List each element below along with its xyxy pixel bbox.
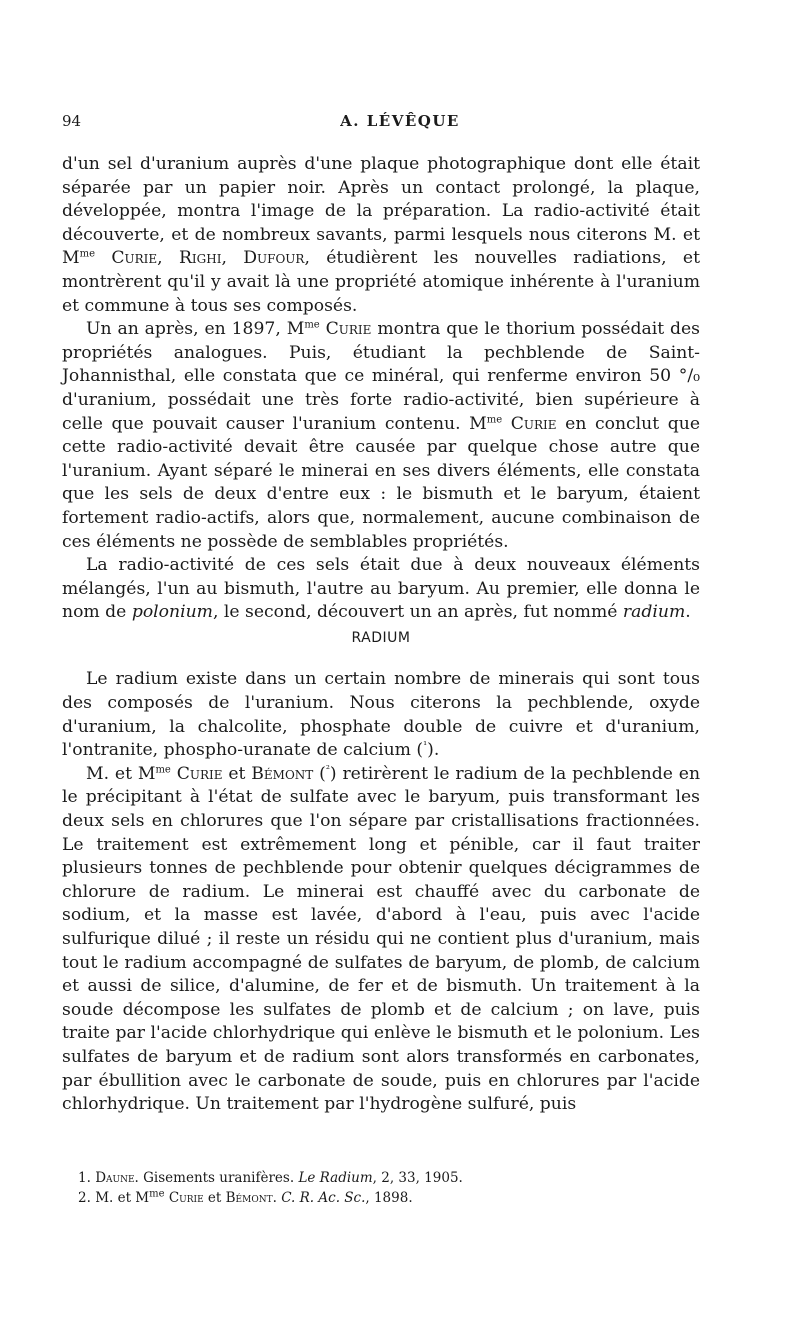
footnote-1: 1. Daune. Gisements uranifères. Le Radium, 2, 33, 1905. [78,1170,463,1186]
running-title: A. LÉVÊQUE [340,112,460,130]
footnote-2: 2. M. et $M^{me}$ Curie et Bémont. C. R. Ac. Sc., 1898. [78,1188,413,1206]
body-text [62,153,700,1117]
paragraph-3: La radio-activité de ces sels était due à deux nouveaux éléments mélangés, l'un au bismuth, l'autre au baryum. Au premier, elle donna le nom de polonium, le second, découvert un an après, fut nommé radium. [62,555,700,623]
paragraph-4: Le radium existe dans un certain nombre de minerais qui sont tous des composés de l'uranium. Nous citerons la pechblende, oxyde d'uranium, la chalcolite, phosphate double de cuivre et d'uranium, l'ontranite, phospho-uranate de calcium ($^{^1}$). [62,669,700,761]
paragraph-2: Un an après, en 1897, $M^{me}$ Curie montra que le thorium possédait des propriétés analogues. Puis, étudiant la pechblende de Saint-Johannisthal, elle constata que ce minéral, qui renferme environ 50 °/₀ d'uranium, possédait une très forte radio-activité, bien supérieure à celle que pouvait causer l'uranium contenu. $M^{me}$ Curie en conclut que cette radio-activité devait être causée par quelque chose autre que l'uranium. Ayant séparé le minerai en ses divers éléments, elle constata que les sels de deux d'entre eux : le bismuth et le baryum, étaient fortement radio-actifs, alors que, normalement, aucune combinaison de ces éléments ne possède de semblables propriétés. [62,319,700,552]
section-title: RADIUM [351,629,411,646]
paragraph-5: M. et $M^{me}$ Curie et Bémont ($^{^2}$) retirèrent le radium de la pechblende en le précipitant à l'état de sulfate avec le baryum, puis transformant les deux sels en chlorures que l'on sépare par cristallisations fractionnées. Le traitement est extrêmement long et pénible, car il faut traiter plusieurs tonnes de pechblende pour obtenir quelques décigrammes de chlorure de radium. Le minerai est chauffé avec du carbonate de sodium, et la masse est lavée, d'abord à l'eau, puis avec l'acide sulfurique dilué ; il reste un résidu qui ne contient plus d'uranium, mais tout le radium accompagné de sulfates de baryum, de plomb, de calcium et aussi de silice, d'alumine, de fer et de bismuth. Un traitement à la soude décompose les sulfates de plomb et de calcium ; on lave, puis traite par l'acide chlorhydrique qui enlève le bismuth et le polonium. Les sulfates de baryum et de radium sont alors transformés en carbonates, par ébullition avec le carbonate de soude, puis en chlorures par l'acide chlorhydrique. Un traitement par l'hydrogène sulfuré, puis [62,763,701,1115]
page-number: 94 [62,112,82,130]
paragraph-1: d'un sel d'uranium auprès d'une plaque photographique dont elle était séparée par un papier noir. Après un contact prolongé, la plaque, développée, montra l'image de la préparation. La radio-activité était découverte, et de nombreux savants, parmi lesquels nous citerons M. et $M^{me}$ Curie, Righi, Dufour, étudièrent les nouvelles radiations, et montrèrent qu'il y avait là une propriété atomique inhérente à l'uranium et commune à tous ses composés. [62,154,700,316]
footnotes [78,1168,698,1208]
page-header [62,112,738,140]
